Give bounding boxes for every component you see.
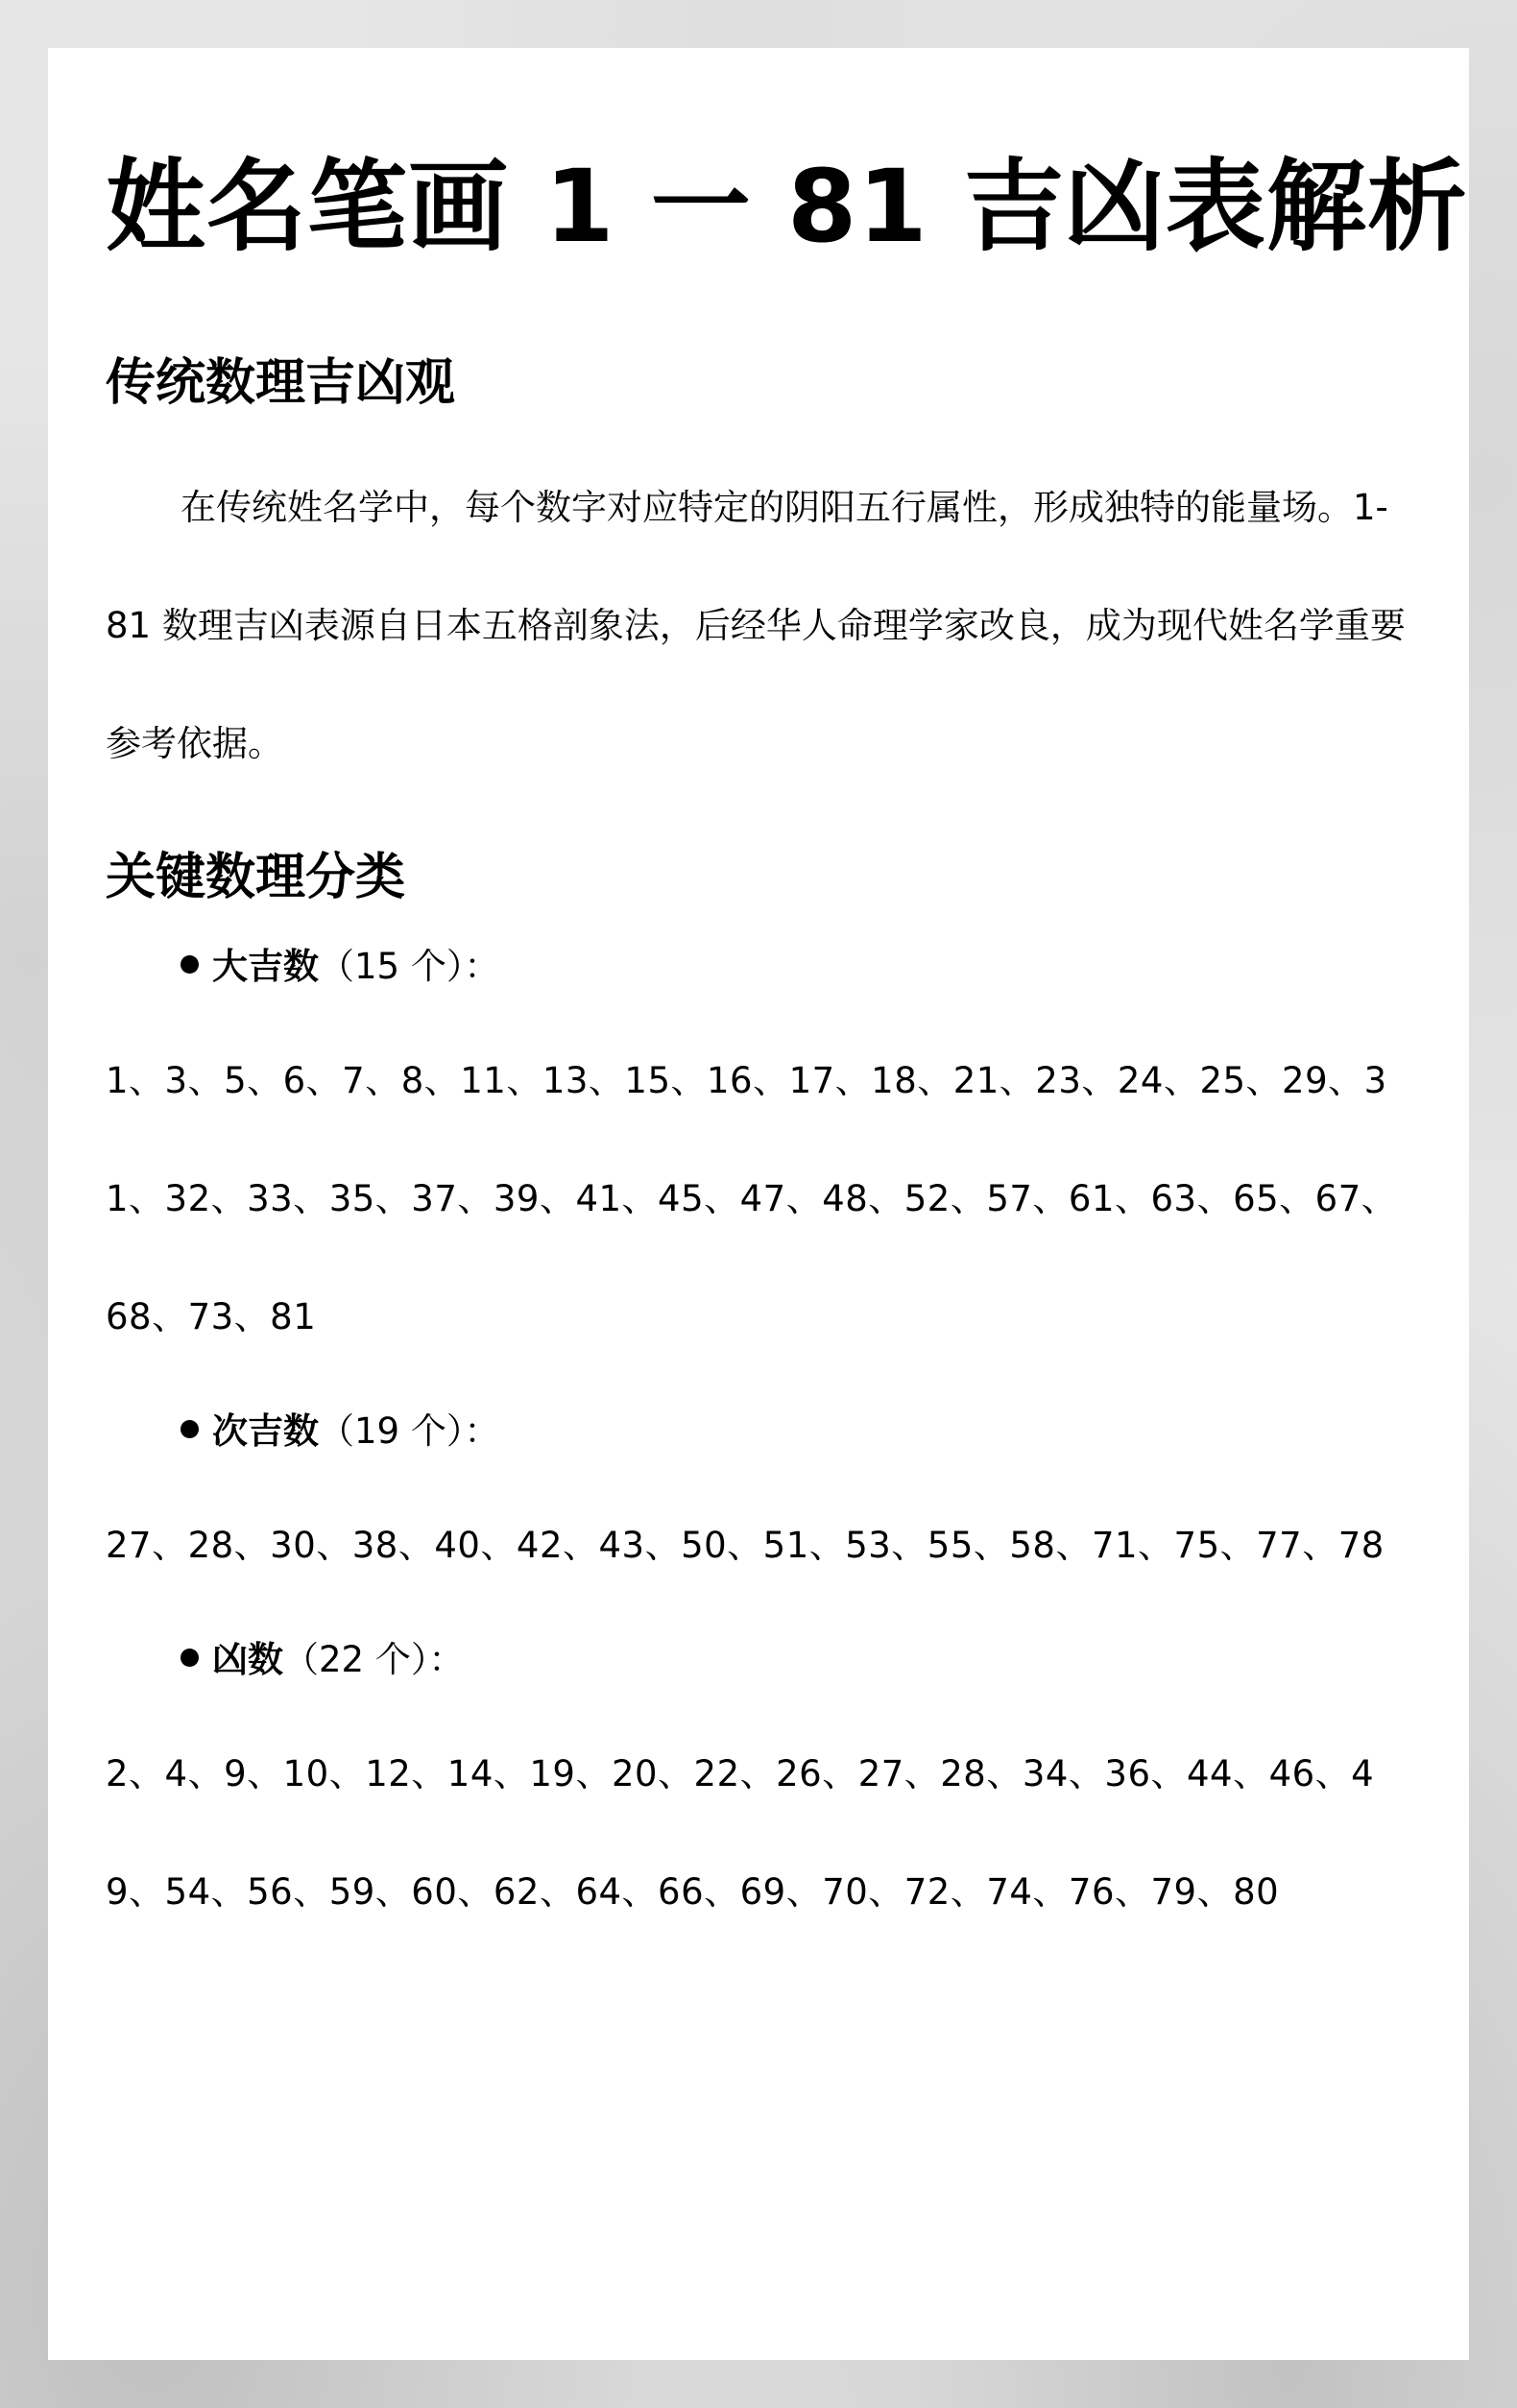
category-count: （15 个）： <box>319 945 500 987</box>
category-label <box>106 911 1411 1022</box>
intro-paragraph: 在传统姓名学中，每个数字对应特定的阴阳五行属性，形成独特的能量场。1-81 数理吉凶表源自日本五格剖象法，后经华人命理学家改良，成为现代姓名学重要参考依据。 <box>106 487 1406 765</box>
page-title: 姓名笔画 1 一 81 吉凶表解析 <box>106 148 1468 265</box>
bullet-icon <box>181 955 199 974</box>
category-unlucky <box>106 1604 1411 1951</box>
category-numbers: 2、4、9、10、12、14、19、20、22、26、27、28、34、36、44、46、49、54、56、59、60、62、64、66、69、70、72、74、76、79、80 <box>106 1752 1375 1913</box>
category-numbers: 27、28、30、38、40、42、43、50、51、53、55、58、71、75、77、78 <box>106 1524 1385 1566</box>
document-page <box>48 48 1469 2360</box>
category-numbers: 1、3、5、6、7、8、11、13、15、16、17、18、21、23、24、25、29、31、32、33、35、37、39、41、45、47、48、52、57、61、63、65、67、68、73、81 <box>106 1059 1398 1337</box>
intro-heading: 传统数理吉凶观 <box>106 353 456 412</box>
categories-heading: 关键数理分类 <box>106 849 406 907</box>
bullet-icon <box>181 1649 199 1667</box>
category-minor-luck <box>106 1376 1411 1604</box>
category-name: 大吉数 <box>212 945 319 987</box>
category-great-luck <box>106 911 1411 1376</box>
bullet-icon <box>181 1420 199 1438</box>
category-name: 凶数 <box>212 1638 283 1680</box>
category-name: 次吉数 <box>212 1409 319 1452</box>
category-label <box>106 1604 1411 1715</box>
category-count: （22 个）： <box>283 1638 465 1680</box>
category-count: （19 个）： <box>319 1409 500 1452</box>
category-label <box>106 1376 1411 1486</box>
